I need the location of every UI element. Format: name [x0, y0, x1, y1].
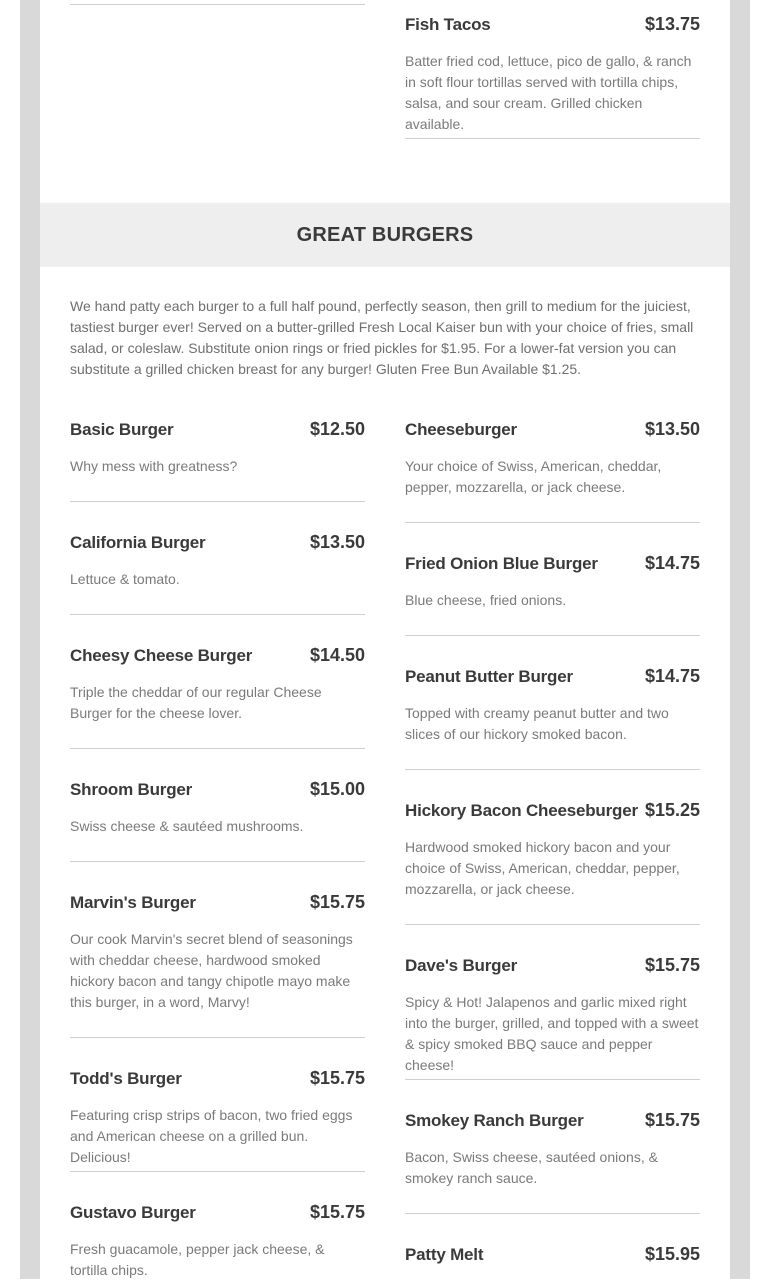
menu-item	[405, 417, 700, 498]
item-description: Swiss cheese & sautéed mushrooms.	[70, 818, 304, 834]
item-price: $14.75	[644, 553, 700, 573]
item-name: Patty Melt	[405, 1245, 484, 1264]
item-price: $13.50	[309, 532, 365, 552]
menu-item	[70, 1200, 365, 1281]
item-price: $15.75	[309, 1068, 365, 1088]
item-price: $14.75	[644, 666, 700, 686]
menu-item	[405, 798, 700, 900]
divider	[70, 861, 365, 862]
item-name: Marvin's Burger	[70, 893, 196, 912]
item-description: Featuring crisp strips of bacon, two fried eggs and American cheese on a grilled bun. Delicious!	[70, 1107, 353, 1165]
divider	[70, 1037, 365, 1038]
menu-item	[405, 1242, 700, 1266]
item-description: Topped with creamy peanut butter and two slices of our hickory smoked bacon.	[405, 705, 669, 742]
divider	[405, 769, 700, 770]
item-name: Cheeseburger	[405, 420, 517, 439]
item-name: California Burger	[70, 533, 206, 552]
item-description: Lettuce & tomato.	[70, 571, 180, 587]
menu-item	[70, 1066, 365, 1168]
item-description: Spicy & Hot! Jalapenos and garlic mixed right into the burger, grilled, and topped with a sweet & spicy smoked BBQ sauce and pepper cheese!	[405, 994, 699, 1073]
item-description: Batter fried cod, lettuce, pico de gallo, & ranch in soft flour tortillas served with tortilla chips, salsa, and sour cream. Grilled chicken available.	[405, 53, 692, 132]
item-description: Blue cheese, fried onions.	[405, 592, 567, 608]
divider	[70, 4, 365, 5]
item-price: $14.50	[309, 645, 365, 665]
item-description: Triple the cheddar of our regular Cheese Burger for the cheese lover.	[70, 684, 322, 721]
item-description: Hardwood smoked hickory bacon and your choice of Swiss, American, cheddar, pepper, mozzarella, or jack cheese.	[405, 839, 680, 897]
item-name: Gustavo Burger	[70, 1203, 196, 1222]
item-name: Todd's Burger	[70, 1069, 182, 1088]
item-price: $15.75	[644, 1110, 700, 1130]
divider	[405, 1079, 700, 1080]
menu-item	[405, 12, 700, 135]
item-price: $15.95	[644, 1244, 700, 1264]
divider	[405, 1213, 700, 1214]
item-name: Fried Onion Blue Burger	[405, 554, 598, 573]
divider	[405, 138, 700, 139]
item-name: Hickory Bacon Cheeseburger	[405, 801, 638, 820]
item-price: $12.50	[309, 419, 365, 439]
divider	[70, 748, 365, 749]
menu-item	[405, 664, 700, 745]
section-header	[40, 203, 730, 267]
item-name: Fish Tacos	[405, 15, 491, 34]
item-price: $15.25	[644, 800, 700, 820]
item-name: Smokey Ranch Burger	[405, 1111, 584, 1130]
item-description: Fresh guacamole, pepper jack cheese, & tortilla chips.	[70, 1241, 325, 1278]
item-price: $13.50	[644, 419, 700, 439]
menu-item	[70, 530, 365, 590]
divider	[70, 614, 365, 615]
item-name: Dave's Burger	[405, 956, 517, 975]
menu-item	[70, 643, 365, 724]
item-price: $15.75	[309, 1202, 365, 1222]
item-description: Why mess with greatness?	[70, 458, 238, 474]
divider	[70, 501, 365, 502]
menu-item	[70, 777, 365, 837]
item-name: Cheesy Cheese Burger	[70, 646, 253, 665]
section-intro: We hand patty each burger to a full half pound, perfectly season, then grill to medium for the juiciest, tastiest burger ever! Served on a butter-grilled Fresh Local Kaiser bun with your choice of fries, small salad, or coleslaw. Substitute onion rings or fried pickles for $1.95. For a lower-fat version you can substitute a grilled chicken breast for any burger! Gluten Free Bun Available $1.25.	[70, 298, 694, 377]
menu-item	[70, 417, 365, 477]
item-price: $15.75	[644, 955, 700, 975]
item-name: Basic Burger	[70, 420, 174, 439]
menu-item	[70, 890, 365, 1013]
menu-item	[405, 1108, 700, 1189]
divider	[405, 635, 700, 636]
item-price: $13.75	[644, 14, 700, 34]
item-description: Your choice of Swiss, American, cheddar, pepper, mozzarella, or jack cheese.	[405, 458, 662, 495]
divider	[405, 522, 700, 523]
item-description: Bacon, Swiss cheese, sautéed onions, & smokey ranch sauce.	[405, 1149, 658, 1186]
item-description: Our cook Marvin's secret blend of seasonings with cheddar cheese, hardwood smoked hickory bacon and tangy chipotle mayo make this burger, in a word, Marvy!	[70, 931, 353, 1010]
item-price: $15.75	[309, 892, 365, 912]
menu-item	[405, 551, 700, 611]
divider	[405, 924, 700, 925]
section-title: GREAT BURGERS	[296, 223, 474, 246]
item-name: Peanut Butter Burger	[405, 667, 573, 686]
item-name: Shroom Burger	[70, 780, 193, 799]
item-price: $15.00	[309, 779, 365, 799]
menu-item	[405, 953, 700, 1076]
divider	[70, 1171, 365, 1172]
